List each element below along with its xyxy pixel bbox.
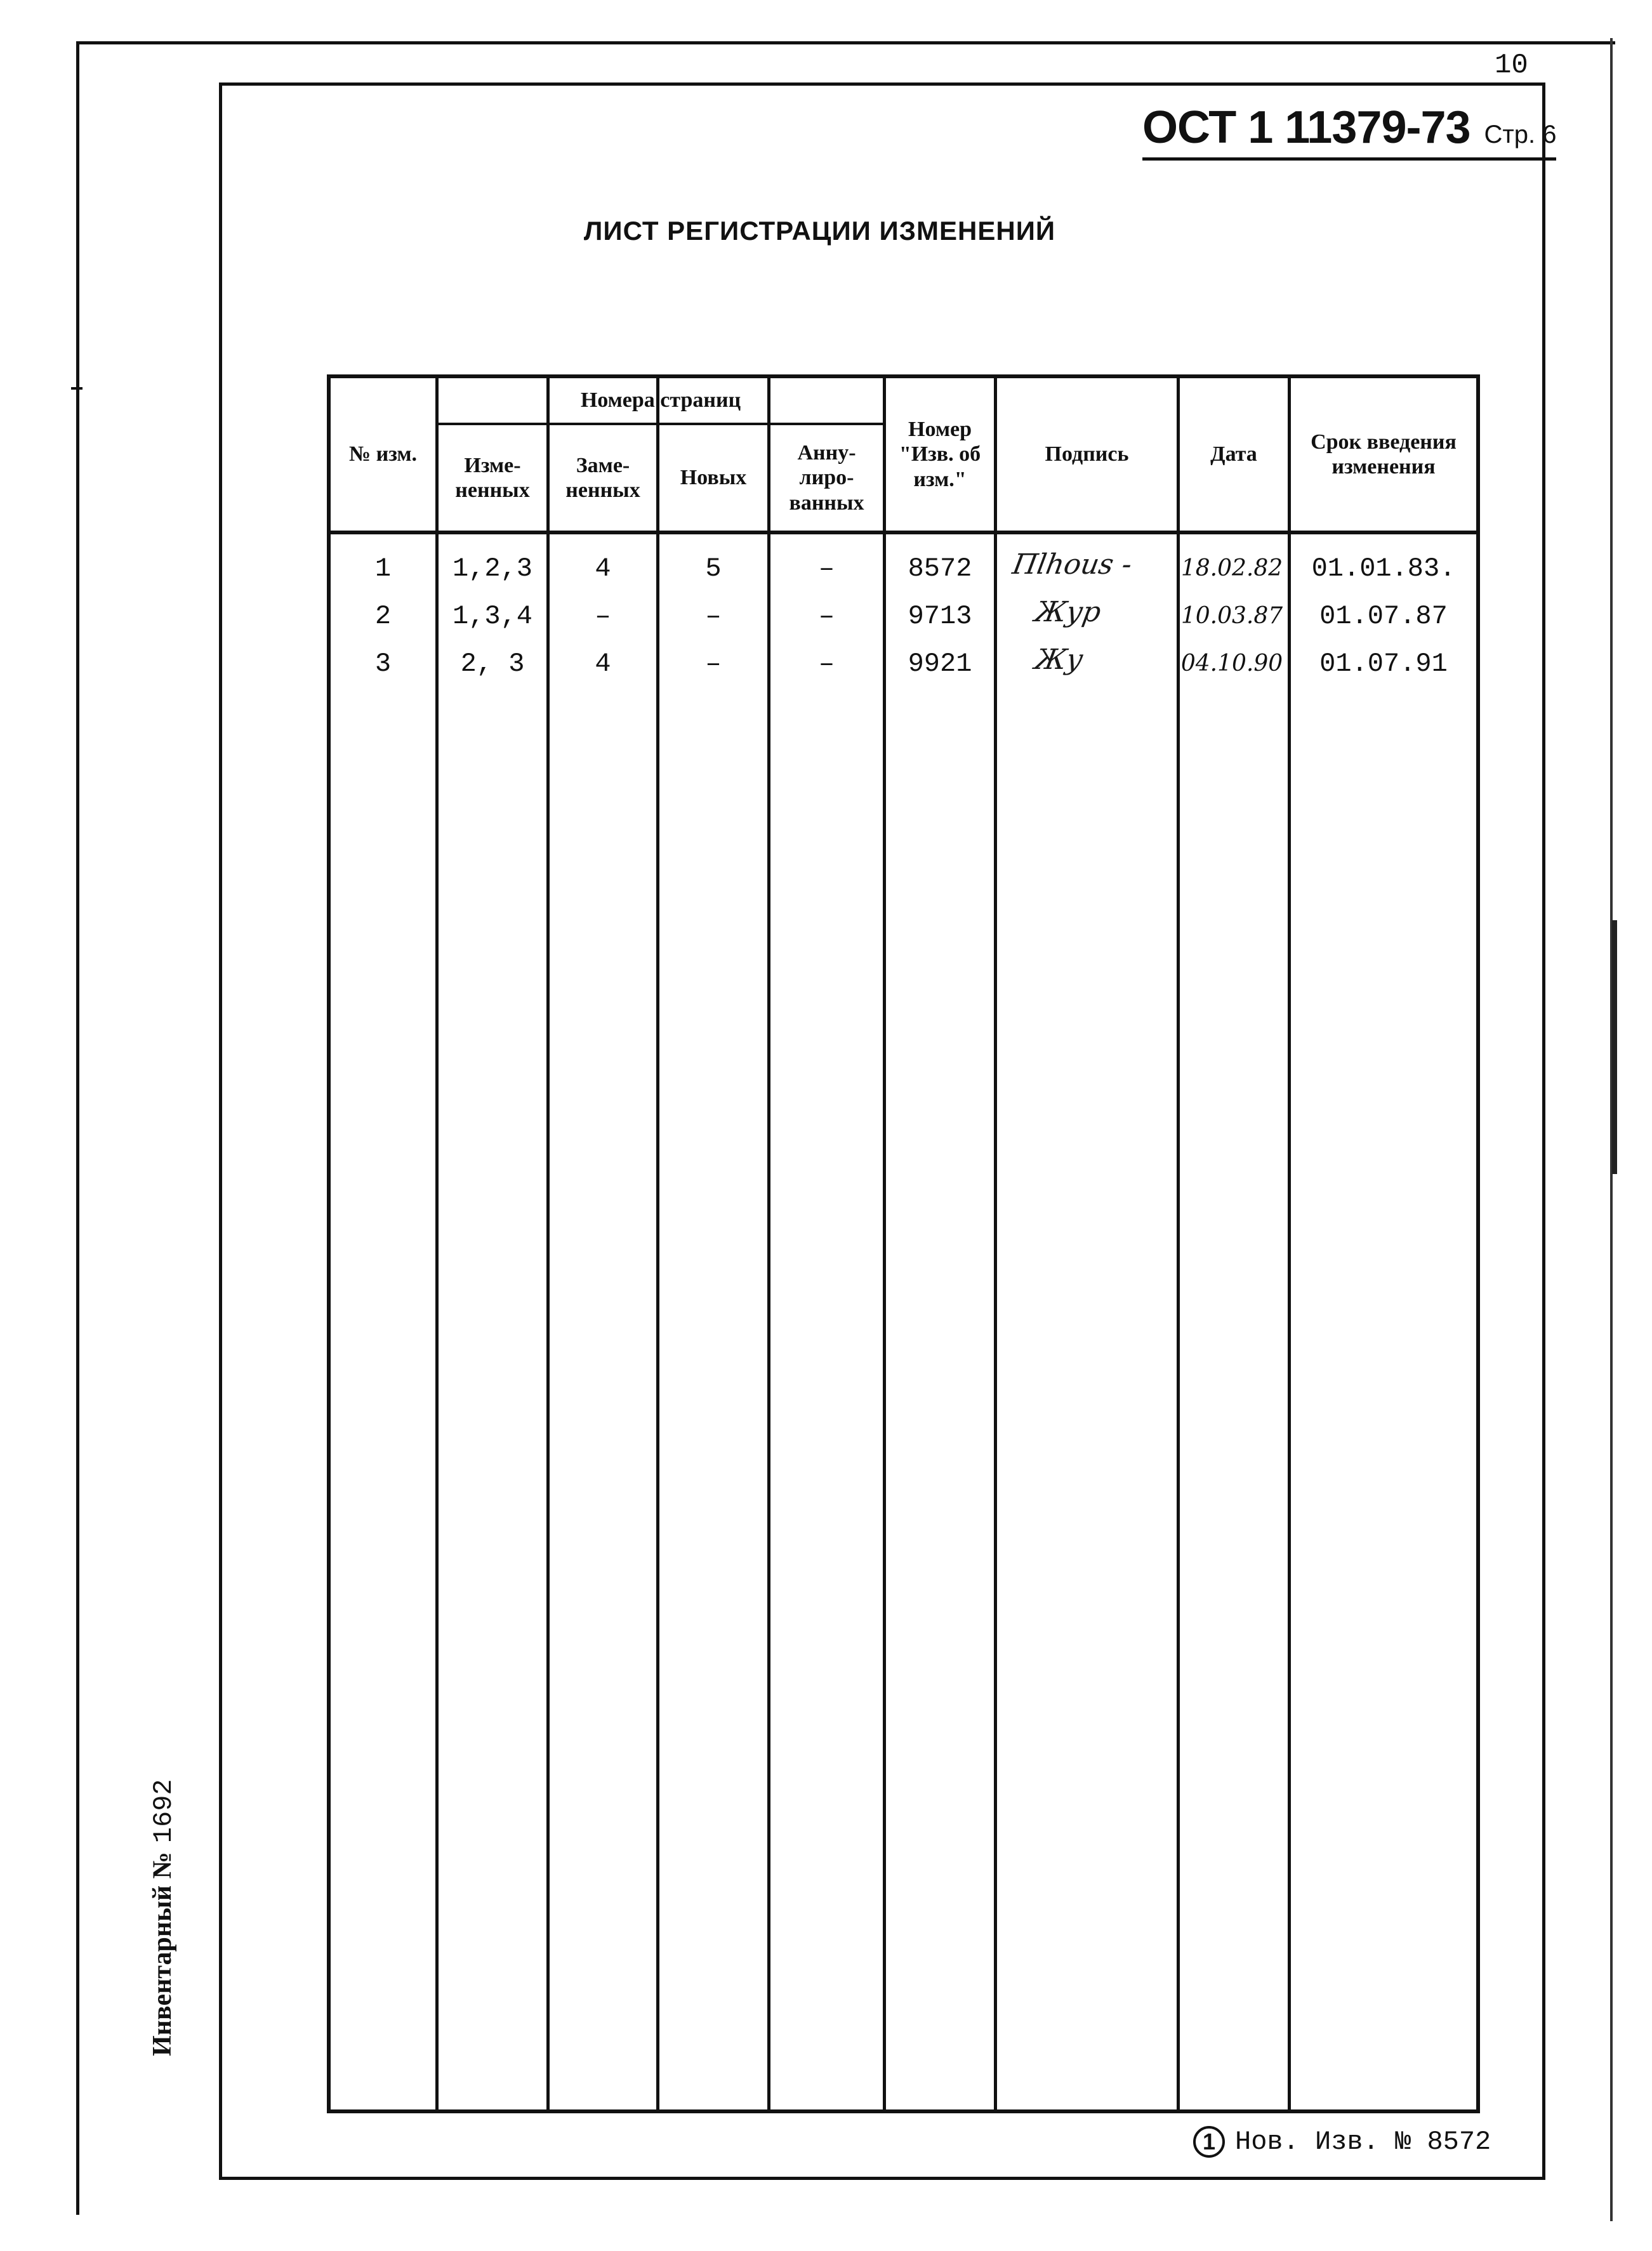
cell-annulled: –	[818, 553, 835, 584]
col-divider	[883, 378, 886, 2109]
cell-new: –	[705, 601, 722, 631]
cell-replaced: –	[595, 601, 611, 631]
sheet-number: 10	[1495, 50, 1528, 81]
signature-handwritten: Пlhous -	[1010, 548, 1135, 581]
left-margin-tick	[71, 387, 83, 390]
header-pages-group: Номера страниц	[580, 388, 741, 413]
document-code-block	[1142, 102, 1556, 161]
col-divider	[767, 378, 770, 2109]
cell-notice: 9713	[908, 601, 972, 631]
inventory-label: Инвентарный №	[148, 1852, 177, 2056]
col-divider	[1177, 378, 1180, 2109]
cell-annulled: –	[818, 649, 835, 679]
col-divider	[656, 378, 659, 2109]
col-divider	[435, 378, 439, 2109]
footer-note-text: Нов. Изв. № 8572	[1235, 2127, 1491, 2157]
cell-date-handwritten: 04.10.90	[1180, 650, 1283, 677]
sheet-title	[0, 216, 1652, 246]
signature-handwritten: Жу	[1032, 644, 1086, 676]
cell-changed: 1,2,3	[452, 553, 533, 584]
page-label: Стр. 6	[1484, 121, 1557, 149]
cell-effective: 01.07.91	[1319, 649, 1448, 679]
header-date: Дата	[1210, 442, 1257, 466]
change-circle-mark: 1	[1193, 2126, 1225, 2158]
cell-new: –	[705, 649, 722, 679]
right-margin-mark	[1612, 920, 1617, 1174]
signature-handwritten: Жур	[1032, 596, 1104, 628]
header-num: № изм.	[348, 442, 418, 466]
cell-changed: 2, 3	[460, 649, 525, 679]
document-code: ОСТ 1 11379-73	[1142, 102, 1470, 153]
header-effective-date: Срок введения изменения	[1311, 430, 1457, 479]
cell-num: 2	[374, 601, 392, 631]
cell-num: 3	[374, 649, 392, 679]
cell-num: 1	[374, 553, 392, 584]
footer-change-note	[1193, 2126, 1491, 2158]
header-notice-number: Номер "Изв. об изм."	[899, 418, 981, 491]
header-changed: Изме-ненных	[455, 453, 530, 502]
change-registration-table	[327, 374, 1480, 2113]
cell-date-handwritten: 18.02.82	[1180, 555, 1283, 581]
header-replaced: Заме-ненных	[565, 453, 640, 502]
cell-effective: 01.07.87	[1319, 601, 1448, 631]
cell-replaced: 4	[595, 649, 611, 679]
col-divider	[994, 378, 997, 2109]
cell-date-handwritten: 10.03.87	[1180, 603, 1283, 629]
cell-effective: 01.01.83.	[1311, 553, 1456, 584]
header-new: Новых	[680, 466, 747, 490]
cell-changed: 1,3,4	[452, 601, 533, 631]
cell-notice: 9921	[908, 649, 972, 679]
cell-replaced: 4	[595, 553, 611, 584]
cell-notice: 8572	[908, 553, 972, 584]
cell-new: 5	[705, 553, 722, 584]
cell-annulled: –	[818, 601, 835, 631]
header-annulled: Анну-лиро-ванных	[789, 441, 864, 515]
col-divider	[546, 378, 550, 2109]
sheet-title-text: ЛИСТ РЕГИСТРАЦИИ ИЗМЕНЕНИЙ	[583, 216, 1056, 246]
header-signature: Подпись	[1045, 442, 1129, 466]
inventory-value: 1692	[149, 1779, 179, 1844]
col-divider	[1288, 378, 1291, 2109]
header-separator	[331, 531, 1476, 534]
inventory-number	[147, 1779, 179, 2056]
